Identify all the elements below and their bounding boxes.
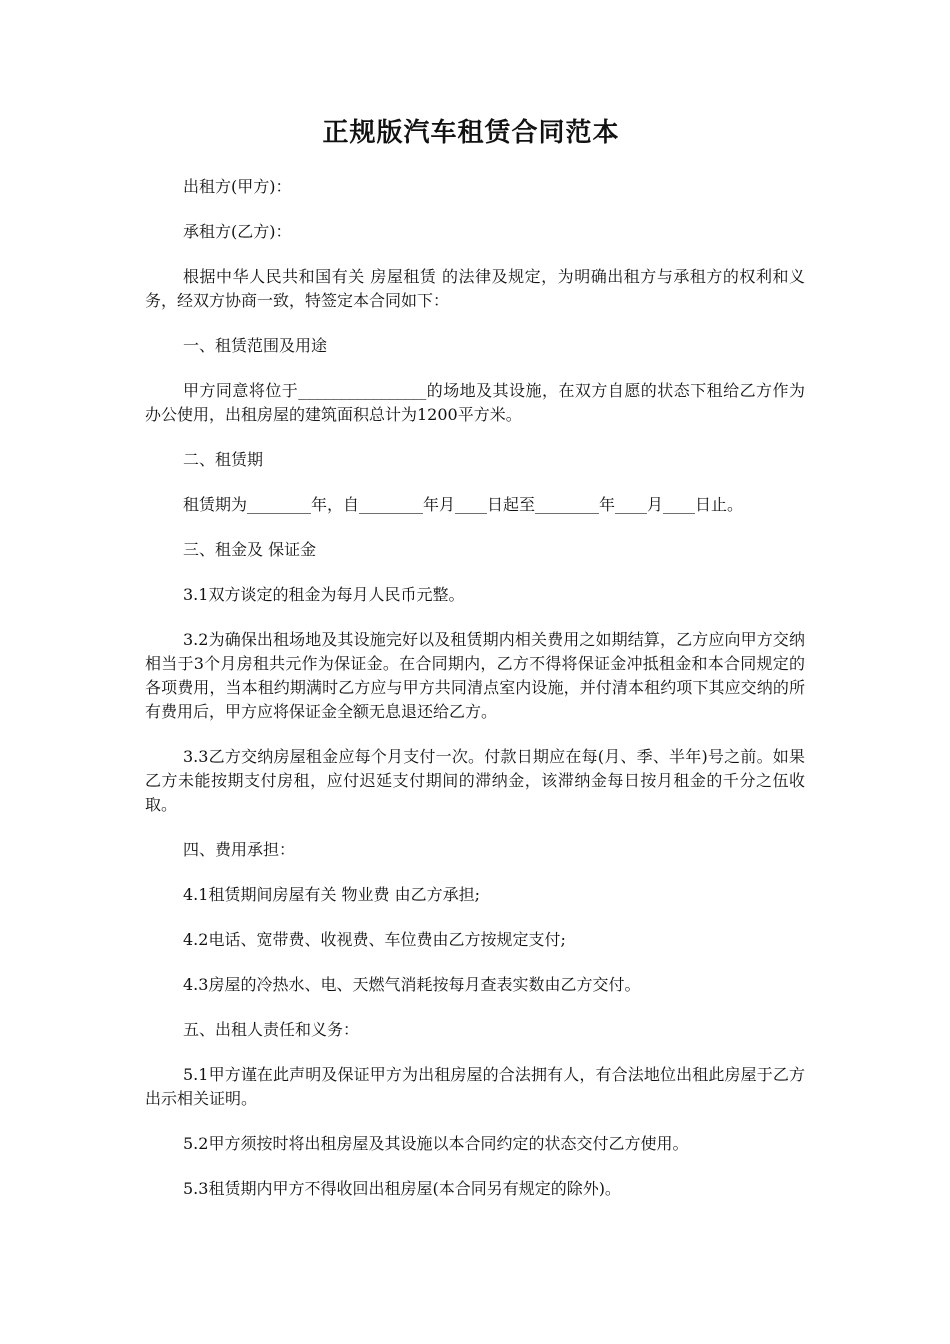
clause-3-1: 3.1双方谈定的租金为每月人民币元整。 [183,585,465,604]
clause-3-2: 3.2为确保出租场地及其设施完好以及租赁期内相关费用之如期结算，乙方应向甲方交纳相当于3个月房租共元作为保证金。在合同期内，乙方不得将保证金冲抵租金和本合同规定的各项费用，当本租约期满时乙方应与甲方共同清点室内设施，并付清本租约项下其应交纳的所有费用后，甲方应将保证金全额无息退还给乙方。 [145,630,805,721]
section-heading-lessor-duties: 五、出租人责任和义务： [183,1020,360,1039]
document-title: 正规版汽车租赁合同范本 [322,118,620,148]
scope-paragraph: 甲方同意将位于________________的场地及其设施，在双方自愿的状态下租给乙方作为办公使用，出租房屋的建筑面积总计为1200平方米。 [145,381,805,424]
clause-4-2: 4.2电话、宽带费、收视费、车位费由乙方按规定支付; [183,930,566,949]
clause-3-3: 3.3乙方交纳房屋租金应每个月支付一次。付款日期应在每(月、季、半年)号之前。如果乙方未能按期支付房租，应付迟延支付期间的滞纳金，该滞纳金每日按月租金的千分之伍收取。 [145,747,805,814]
section-heading-rent-deposit: 三、租金及 保证金 [183,540,317,559]
lessor-line: 出租方(甲方)： [183,177,292,196]
term-paragraph: 租赁期为________年，自________年月____日起至________年____月____日止。 [183,495,744,514]
clause-4-3: 4.3房屋的冷热水、电、天燃气消耗按每月查表实数由乙方交付。 [183,975,641,994]
section-heading-scope: 一、租赁范围及用途 [183,336,328,355]
clause-5-2: 5.2甲方须按时将出租房屋及其设施以本合同约定的状态交付乙方使用。 [183,1134,689,1153]
clause-4-1: 4.1租赁期间房屋有关 物业费 由乙方承担; [183,885,481,904]
section-heading-term: 二、租赁期 [183,450,264,469]
lessee-line: 承租方(乙方)： [183,222,292,241]
clause-5-3: 5.3租赁期内甲方不得收回出租房屋(本合同另有规定的除外)。 [183,1179,621,1198]
document-page [145,112,805,1222]
preamble-paragraph: 根据中华人民共和国有关 房屋租赁 的法律及规定，为明确出租方与承租方的权利和义务，经双方协商一致，特签定本合同如下： [145,267,805,310]
clause-5-1: 5.1甲方谨在此声明及保证甲方为出租房屋的合法拥有人，有合法地位出租此房屋于乙方出示相关证明。 [145,1065,805,1108]
section-heading-costs: 四、费用承担： [183,840,296,859]
